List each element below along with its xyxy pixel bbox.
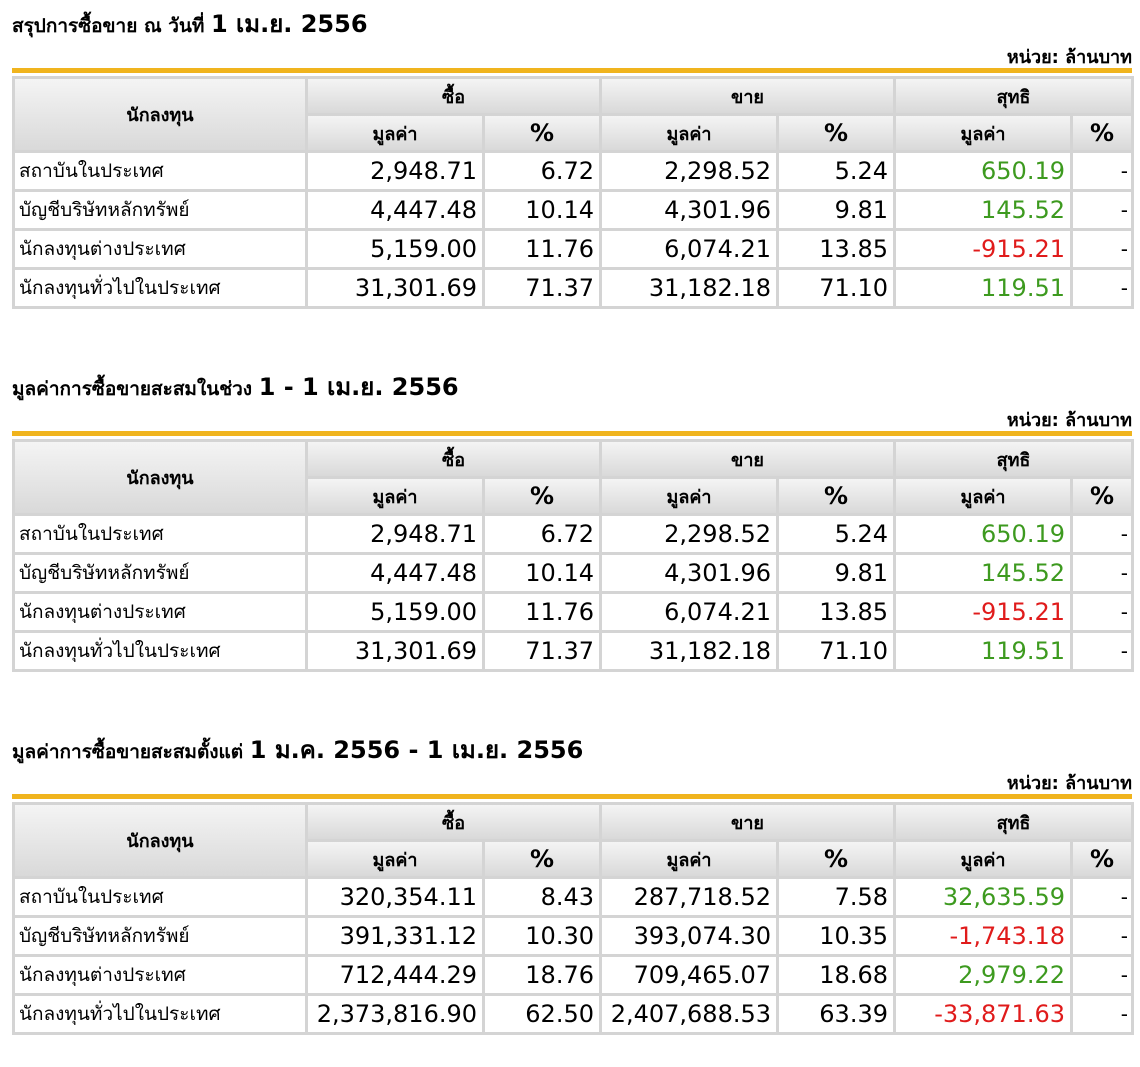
buy-pct: 71.37 xyxy=(485,633,599,669)
sell-value: 2,298.52 xyxy=(602,153,776,189)
net-pct: - xyxy=(1073,270,1131,306)
section-title xyxy=(12,367,459,406)
buy-pct: 71.37 xyxy=(485,270,599,306)
header-net-pct: % xyxy=(1073,479,1131,513)
sell-value: 6,074.21 xyxy=(602,594,776,630)
buy-pct: 6.72 xyxy=(485,153,599,189)
investor-name: นักลงทุนทั่วไปในประเทศ xyxy=(15,633,305,669)
section-title-date: 1 ม.ค. 2556 - 1 เม.ย. 2556 xyxy=(249,736,584,764)
header-buy-pct: % xyxy=(485,116,599,150)
sell-value: 393,074.30 xyxy=(602,918,776,954)
buy-value: 320,354.11 xyxy=(308,879,482,915)
unit-label: หน่วย: ล้านบาท xyxy=(1006,773,1132,794)
sell-value: 31,182.18 xyxy=(602,633,776,669)
header-net-value: มูลค่า xyxy=(896,116,1070,150)
buy-pct: 10.14 xyxy=(485,555,599,591)
sell-pct: 7.58 xyxy=(779,879,893,915)
sell-pct: 5.24 xyxy=(779,153,893,189)
sell-pct: 5.24 xyxy=(779,516,893,552)
header-buy: ซื้อ xyxy=(308,805,599,839)
header-buy-value: มูลค่า xyxy=(308,842,482,876)
table-row xyxy=(15,957,1131,993)
investor-name: บัญชีบริษัทหลักทรัพย์ xyxy=(15,192,305,228)
table-row xyxy=(15,153,1131,189)
sell-value: 31,182.18 xyxy=(602,270,776,306)
summary-table xyxy=(12,439,1134,672)
accent-bar xyxy=(12,431,1132,436)
net-pct: - xyxy=(1073,192,1131,228)
header-buy-value: มูลค่า xyxy=(308,116,482,150)
net-pct: - xyxy=(1073,555,1131,591)
buy-pct: 10.30 xyxy=(485,918,599,954)
net-pct: - xyxy=(1073,633,1131,669)
net-value: 145.52 xyxy=(896,555,1070,591)
header-net: สุทธิ xyxy=(896,805,1131,839)
buy-value: 31,301.69 xyxy=(308,270,482,306)
investor-name: สถาบันในประเทศ xyxy=(15,879,305,915)
table-row xyxy=(15,996,1131,1032)
buy-pct: 62.50 xyxy=(485,996,599,1032)
sell-value: 4,301.96 xyxy=(602,555,776,591)
net-value: 650.19 xyxy=(896,516,1070,552)
section-title-text: มูลค่าการซื้อขายสะสมในช่วง xyxy=(12,378,253,400)
buy-value: 712,444.29 xyxy=(308,957,482,993)
net-value: -915.21 xyxy=(896,594,1070,630)
header-buy: ซื้อ xyxy=(308,79,599,113)
net-pct: - xyxy=(1073,879,1131,915)
unit-label: หน่วย: ล้านบาท xyxy=(1006,47,1132,68)
sell-value: 287,718.52 xyxy=(602,879,776,915)
header-sell-pct: % xyxy=(779,479,893,513)
header-buy-pct: % xyxy=(485,479,599,513)
sell-pct: 71.10 xyxy=(779,633,893,669)
buy-pct: 11.76 xyxy=(485,594,599,630)
buy-value: 4,447.48 xyxy=(308,555,482,591)
buy-value: 2,373,816.90 xyxy=(308,996,482,1032)
section-title-date: 1 - 1 เม.ย. 2556 xyxy=(258,373,459,401)
investor-name: สถาบันในประเทศ xyxy=(15,153,305,189)
sell-value: 2,298.52 xyxy=(602,516,776,552)
table-row xyxy=(15,555,1131,591)
sell-pct: 9.81 xyxy=(779,192,893,228)
buy-value: 391,331.12 xyxy=(308,918,482,954)
sell-pct: 13.85 xyxy=(779,594,893,630)
summary-table xyxy=(12,76,1134,309)
investor-name: บัญชีบริษัทหลักทรัพย์ xyxy=(15,555,305,591)
net-pct: - xyxy=(1073,594,1131,630)
header-investor: นักลงทุน xyxy=(15,442,305,513)
net-pct: - xyxy=(1073,153,1131,189)
buy-value: 31,301.69 xyxy=(308,633,482,669)
header-net: สุทธิ xyxy=(896,79,1131,113)
sell-pct: 18.68 xyxy=(779,957,893,993)
table-row xyxy=(15,633,1131,669)
table-row xyxy=(15,270,1131,306)
sell-pct: 10.35 xyxy=(779,918,893,954)
table-row xyxy=(15,516,1131,552)
net-value: 119.51 xyxy=(896,633,1070,669)
net-value: 145.52 xyxy=(896,192,1070,228)
sell-pct: 63.39 xyxy=(779,996,893,1032)
investor-name: นักลงทุนทั่วไปในประเทศ xyxy=(15,996,305,1032)
sell-value: 4,301.96 xyxy=(602,192,776,228)
buy-value: 5,159.00 xyxy=(308,231,482,267)
buy-pct: 11.76 xyxy=(485,231,599,267)
net-value: 2,979.22 xyxy=(896,957,1070,993)
header-sell-pct: % xyxy=(779,116,893,150)
accent-bar xyxy=(12,794,1132,799)
buy-pct: 18.76 xyxy=(485,957,599,993)
section-title-text: สรุปการซื้อขาย ณ วันที่ xyxy=(12,15,205,37)
section-title xyxy=(12,4,368,43)
net-value: 119.51 xyxy=(896,270,1070,306)
investor-name: บัญชีบริษัทหลักทรัพย์ xyxy=(15,918,305,954)
buy-value: 4,447.48 xyxy=(308,192,482,228)
sell-value: 709,465.07 xyxy=(602,957,776,993)
header-sell-value: มูลค่า xyxy=(602,116,776,150)
sell-pct: 9.81 xyxy=(779,555,893,591)
net-pct: - xyxy=(1073,957,1131,993)
investor-name: นักลงทุนต่างประเทศ xyxy=(15,594,305,630)
header-investor: นักลงทุน xyxy=(15,79,305,150)
net-pct: - xyxy=(1073,231,1131,267)
unit-label: หน่วย: ล้านบาท xyxy=(1006,410,1132,431)
net-value: -33,871.63 xyxy=(896,996,1070,1032)
header-sell-value: มูลค่า xyxy=(602,479,776,513)
header-sell-pct: % xyxy=(779,842,893,876)
buy-pct: 8.43 xyxy=(485,879,599,915)
header-sell: ขาย xyxy=(602,79,893,113)
header-buy-pct: % xyxy=(485,842,599,876)
net-pct: - xyxy=(1073,918,1131,954)
accent-bar xyxy=(12,68,1132,73)
header-buy-value: มูลค่า xyxy=(308,479,482,513)
investor-name: นักลงทุนทั่วไปในประเทศ xyxy=(15,270,305,306)
sell-value: 2,407,688.53 xyxy=(602,996,776,1032)
header-net-pct: % xyxy=(1073,842,1131,876)
investor-name: สถาบันในประเทศ xyxy=(15,516,305,552)
table-row xyxy=(15,918,1131,954)
header-net-value: มูลค่า xyxy=(896,479,1070,513)
header-buy: ซื้อ xyxy=(308,442,599,476)
header-net-value: มูลค่า xyxy=(896,842,1070,876)
header-sell-value: มูลค่า xyxy=(602,842,776,876)
sell-pct: 13.85 xyxy=(779,231,893,267)
buy-pct: 10.14 xyxy=(485,192,599,228)
sell-pct: 71.10 xyxy=(779,270,893,306)
header-investor: นักลงทุน xyxy=(15,805,305,876)
header-net: สุทธิ xyxy=(896,442,1131,476)
sell-value: 6,074.21 xyxy=(602,231,776,267)
buy-value: 2,948.71 xyxy=(308,516,482,552)
table-row xyxy=(15,231,1131,267)
section-title xyxy=(12,730,583,769)
net-value: 32,635.59 xyxy=(896,879,1070,915)
header-sell: ขาย xyxy=(602,805,893,839)
summary-table xyxy=(12,802,1134,1035)
buy-value: 5,159.00 xyxy=(308,594,482,630)
buy-pct: 6.72 xyxy=(485,516,599,552)
net-value: -915.21 xyxy=(896,231,1070,267)
header-net-pct: % xyxy=(1073,116,1131,150)
net-value: -1,743.18 xyxy=(896,918,1070,954)
buy-value: 2,948.71 xyxy=(308,153,482,189)
table-row xyxy=(15,192,1131,228)
table-row xyxy=(15,879,1131,915)
table-row xyxy=(15,594,1131,630)
net-value: 650.19 xyxy=(896,153,1070,189)
net-pct: - xyxy=(1073,516,1131,552)
net-pct: - xyxy=(1073,996,1131,1032)
investor-name: นักลงทุนต่างประเทศ xyxy=(15,231,305,267)
section-title-date: 1 เม.ย. 2556 xyxy=(211,10,368,38)
section-title-text: มูลค่าการซื้อขายสะสมตั้งแต่ xyxy=(12,741,244,763)
investor-name: นักลงทุนต่างประเทศ xyxy=(15,957,305,993)
header-sell: ขาย xyxy=(602,442,893,476)
